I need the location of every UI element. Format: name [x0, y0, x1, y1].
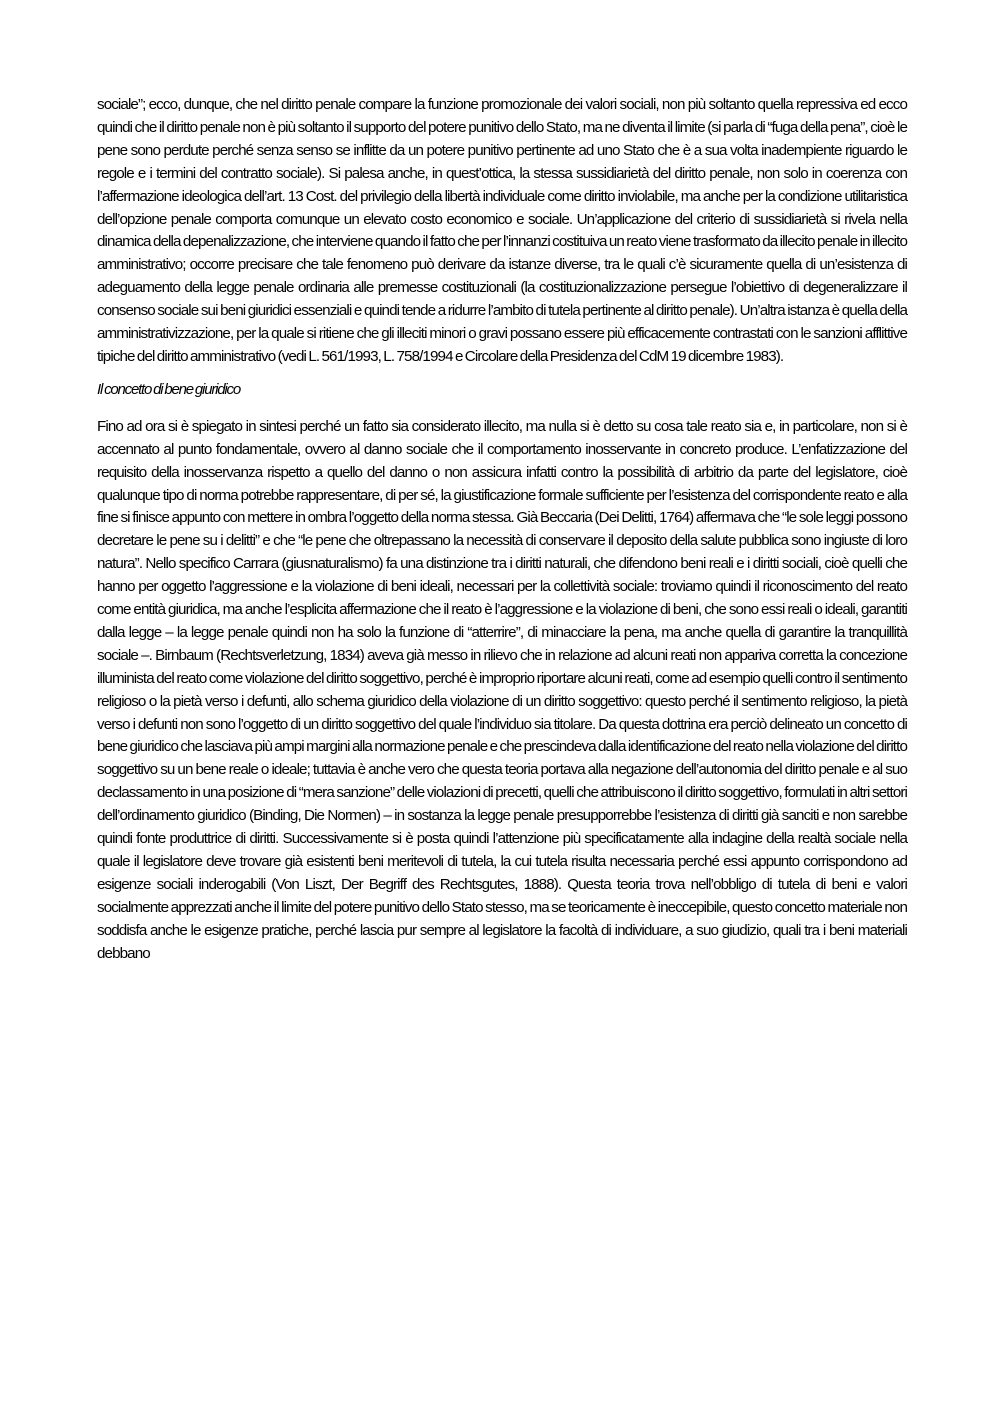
- paragraph-2: Fino ad ora si è spiegato in sintesi perché un fatto sia considerato illecito, ma nulla si è detto su cosa tale reato sia e, in particolare, non si è accennato al punto fondamentale, ovvero al danno sociale che il comportamento inosservante in concreto produce. L’enfatizzazione del requisito della inosservanza rispetto a quello del danno o non assicura infatti contro la possibilità di arbitrio da parte del legislatore, cioè qualunque tipo di norma potrebbe rappresentare, di per sé, la giustificazione formale sufficiente per l’esistenza del corrispondente reato e alla fine si finisce appunto con mettere in ombra l’oggetto della norma stessa. Già Beccaria (Dei Delitti, 1764) affermava che “le sole leggi possono decretare le pene su i delitti” e che “le pene che oltrepassano la necessità di conservare il deposito della salute pubblica sono ingiuste di loro natura”. Nello specifico Carrara (giusnaturalismo) fa una distinzione tra i diritti naturali, che difendono beni reali e i diritti sociali, cioè quelli che hanno per oggetto l’aggressione e la violazione di beni ideali, necessari per la collettività sociale: troviamo quindi il riconoscimento del reato come entità giuridica, ma anche l’esplicita affermazione che il reato è l’aggressione e la violazione di beni, che sono essi reali o ideali, garantiti dalla legge – la legge penale quindi non ha solo la funzione di “atterrire”, di minacciare la pena, ma anche quella di garantire la tranquillità sociale –. Birnbaum (Rechtsverletzung, 1834) aveva già messo in rilievo che in relazione ad alcuni reati non appariva corretta la concezione illuminista del reato come violazione del diritto soggettivo, perché è improprio riportare alcuni reati, come ad esempio quelli contro il sentimento religioso o la pietà verso i defunti, allo schema giuridico della violazione di un diritto soggettivo: questo perché il sentimento religioso, la pietà verso i defunti non sono l’oggetto di un diritto soggettivo del quale l’individuo sia titolare. Da questa dottrina era perciò delineato un concetto di bene giuridico che lasciava più ampi margini alla normazione penale e che prescindeva dalla identificazione del reato nella violazione del diritto soggettivo su un bene reale o ideale; tuttavia è anche vero che questa teoria portava alla negazione dell’autonomia del diritto penale e al suo declassamento in una posizione di “mera sanzione” delle violazioni di precetti, quelli che attribuiscono il diritto soggettivo, formulati in altri settori dell’ordinamento giuridico (Binding, Die Normen) – in sostanza la legge penale presupporrebbe l’esistenza di diritti già sanciti e non sarebbe quindi fonte produttrice di diritti. Successivamente si è posta quindi l’attenzione più specificatamente alla indagine della realtà sociale nella quale il legislatore deve trovare già esistenti beni meritevoli di tutela, la cui tutela risulta necessaria perché essi appunto corrispondono ad esigenze sociali inderogabili (Von Liszt, Der Begriff des Rechtsgutes, 1888). Questa teoria trova nell’obbligo di tutela di beni e valori socialmente apprezzati anche il limite del potere punitivo dello Stato stesso, ma se teoricamente è ineccepibile, questo concetto materiale non soddisfa anche le esigenze pratiche, perché lascia pur sempre al legislatore la facoltà di individuare, a suo giudizio, quali tra i beni materiali debbano: [97, 417, 907, 962]
- paragraph-1: sociale”; ecco, dunque, che nel diritto penale compare la funzione promozionale dei valori sociali, non più soltanto quella repressiva ed ecco quindi che il diritto penale non è più soltanto il supporto del potere punitivo dello Stato, ma ne diventa il limite (si parla di “fuga della pena”, cioè le pene sono perdute perché senza senso se inflitte da un potere punitivo pertinente ad uno Stato che è a sua volta inadempiente riguardo le regole e i termini del contratto sociale). Si palesa anche, in quest’ottica, la stessa sussidiarietà del diritto penale, non solo in coerenza con l’affermazione ideologica dell’art. 13 Cost. del privilegio della libertà individuale come diritto inviolabile, ma anche per la condizione utilitaristica dell’opzione penale comporta comunque un elevato costo economico e sociale. Un’applicazione del criterio di sussidiarietà si rivela nella dinamica della depenalizzazione, che interviene quando il fatto che per l’innanzi costituiva un reato viene trasformato da illecito penale in illecito amministrativo; occorre precisare che tale fenomeno può derivare da istanze diverse, tra le quali c’è sicuramente quella di un’esistenza di adeguamento della legge penale ordinaria alle premesse costituzionali (la costituzionalizzazione persegue l’obiettivo di degeneralizzare il consenso sociale sui beni giuridici essenziali e quindi tende a ridurre l’ambito di tutela pertinente al diritto penale). Un’altra istanza è quella della amministrativizzazione, per la quale si ritiene che gli illeciti minori o gravi possano essere più efficacemente contrastati con le sanzioni afflittive tipiche del diritto amministrativo (vedi L. 561/1993, L. 758/1994 e Circolare della Presidenza del CdM 19 dicembre 1983).: [97, 96, 907, 365]
- section-heading: Il concetto di bene giuridico: [97, 380, 240, 398]
- document-page: [97, 94, 907, 966]
